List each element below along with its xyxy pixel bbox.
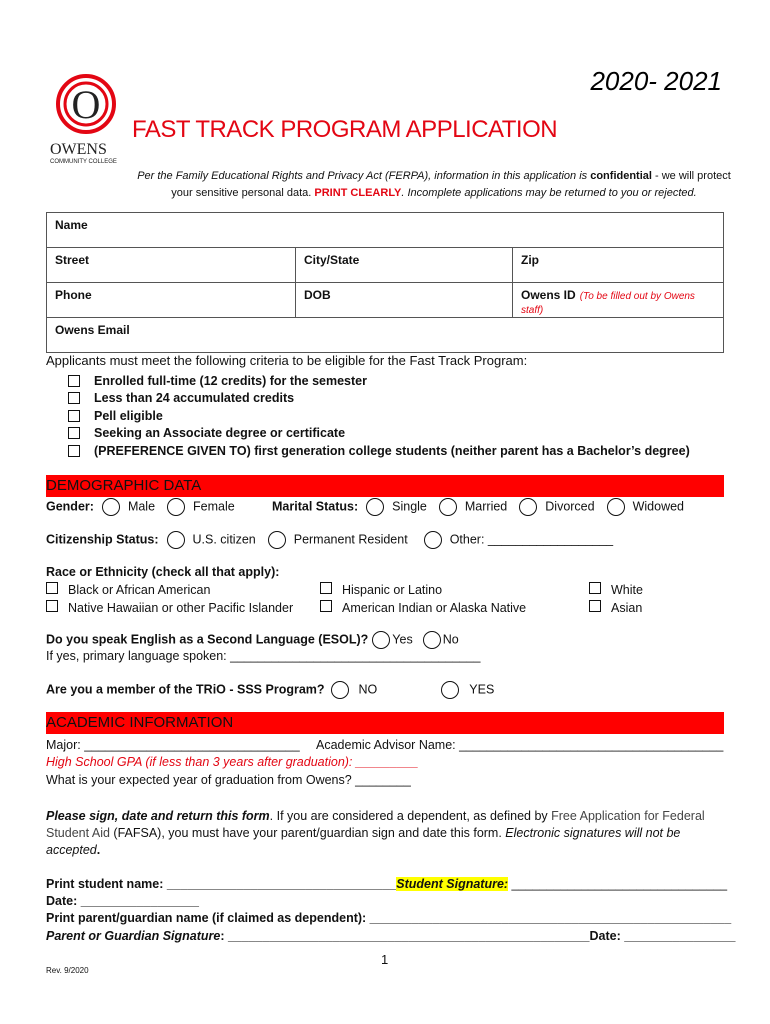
checkbox[interactable] <box>46 582 58 594</box>
criteria-item[interactable] <box>68 442 690 460</box>
primary-language[interactable]: If yes, primary language spoken: ____________________________________ <box>46 649 481 663</box>
fafsa-link-1[interactable]: Free Application for Federal <box>551 809 705 823</box>
student-signature-label: Student Signature: <box>396 877 509 891</box>
race-item[interactable] <box>46 600 293 618</box>
print-parent-name[interactable]: Print parent/guardian name (if claimed as dependent): ____________________________________________________ <box>46 911 732 925</box>
male-label: Male <box>127 499 156 514</box>
radio-married[interactable] <box>439 498 457 516</box>
student-row <box>46 877 727 891</box>
gender-label: Gender: <box>46 499 94 514</box>
checkbox[interactable] <box>68 410 80 422</box>
race-col-1 <box>46 582 293 617</box>
criteria-label: Pell eligible <box>94 408 163 423</box>
race-col-3 <box>589 582 643 617</box>
race-label-item: Native Hawaiian or other Pacific Islander <box>68 600 294 615</box>
radio-single[interactable] <box>366 498 384 516</box>
criteria-label: Enrolled full-time (12 credits) for the semester <box>94 373 367 388</box>
esol-yes-label: Yes <box>392 632 413 647</box>
parent-row <box>46 929 735 943</box>
divorced-label: Divorced <box>545 499 595 514</box>
race-col-2 <box>320 582 526 617</box>
date-field[interactable]: Date: _________________ <box>46 894 199 908</box>
race-label-item: White <box>611 583 643 597</box>
married-label: Married <box>464 499 508 514</box>
trio-no-label: NO <box>358 682 378 697</box>
gpa-field[interactable]: High School GPA (if less than 3 years after graduation): _________ <box>46 755 419 769</box>
radio-trio-no[interactable] <box>331 681 349 699</box>
intro-confidential: confidential <box>590 170 652 182</box>
intro-text <box>134 168 734 202</box>
radio-esol-yes[interactable] <box>372 631 390 649</box>
race-label-item: Asian <box>611 600 643 615</box>
radio-female[interactable] <box>167 498 185 516</box>
esol-question: Do you speak English as a Second Language (ESOL)? <box>46 632 369 647</box>
parent-signature-line[interactable]: : ____________________________________________________ <box>220 929 590 943</box>
trio-question: Are you a member of the TRiO - SSS Program? <box>46 682 325 697</box>
zip-field[interactable]: Zip <box>513 248 724 283</box>
print-student-name[interactable]: Print student name: _________________________________ <box>46 877 397 891</box>
radio-permanent-resident[interactable] <box>268 531 286 549</box>
sign-p1: Please sign, date and return this form <box>46 809 270 823</box>
phone-field[interactable]: Phone <box>47 283 296 318</box>
race-item[interactable] <box>589 600 643 618</box>
owens-id-field[interactable] <box>513 283 724 318</box>
owens-id-note: (To be filled out by Owens staff) <box>521 291 695 316</box>
checkbox[interactable] <box>46 600 58 612</box>
permanent-resident-label: Permanent Resident <box>293 532 408 547</box>
owens-id-label: Owens ID <box>521 288 576 302</box>
single-label: Single <box>392 499 427 514</box>
owens-email-field[interactable]: Owens Email <box>47 318 724 353</box>
race-item[interactable] <box>320 600 526 618</box>
logo-name: OWENS <box>50 141 107 158</box>
radio-divorced[interactable] <box>519 498 537 516</box>
parent-date-field[interactable]: Date: ________________ <box>589 929 736 943</box>
criteria-label: Less than 24 accumulated credits <box>94 391 295 406</box>
name-field[interactable]: Name <box>47 213 724 248</box>
gender-row <box>46 498 235 516</box>
sign-p4: Electronic signatures will not be accepted <box>46 826 681 857</box>
page-number: 1 <box>381 952 389 967</box>
race-item[interactable] <box>320 582 526 600</box>
svg-text:O: O <box>71 82 101 127</box>
race-item[interactable] <box>46 582 293 600</box>
criteria-item[interactable] <box>68 390 690 408</box>
revision: Rev. 9/2020 <box>46 966 89 975</box>
major-field[interactable]: Major: _______________________________ <box>46 738 300 752</box>
radio-male[interactable] <box>102 498 120 516</box>
checkbox[interactable] <box>68 445 80 457</box>
checkbox[interactable] <box>68 375 80 387</box>
academic-header: ACADEMIC INFORMATION <box>46 712 724 734</box>
checkbox[interactable] <box>320 600 332 612</box>
race-label: Race or Ethnicity (check all that apply): <box>46 565 280 579</box>
trio-yes-label: YES <box>469 682 495 697</box>
city-state-field[interactable]: City/State <box>296 248 513 283</box>
race-label-item: Black or African American <box>68 583 211 597</box>
sign-p2: . If you are considered a dependent, as defined by <box>269 809 552 823</box>
race-label-item: Hispanic or Latino <box>342 583 443 597</box>
street-field[interactable]: Street <box>47 248 296 283</box>
esol-no-label: No <box>442 632 459 647</box>
marital-row <box>272 498 684 516</box>
citizenship-label: Citizenship Status: <box>46 532 159 547</box>
year-range: 2020- 2021 <box>590 66 722 96</box>
parent-signature-label: Parent or Guardian Signature <box>46 929 221 943</box>
logo-sub: COMMUNITY COLLEGE <box>50 159 117 165</box>
sign-instructions <box>46 808 726 859</box>
checkbox[interactable] <box>589 582 601 594</box>
us-citizen-label: U.S. citizen <box>192 532 256 547</box>
info-table <box>46 212 724 353</box>
intro-part: . Incomplete applications may be returned to you or rejected. <box>401 187 697 199</box>
marital-label: Marital Status: <box>272 499 359 514</box>
race-item[interactable] <box>589 582 643 600</box>
checkbox[interactable] <box>320 582 332 594</box>
fafsa-link-2[interactable]: Student Aid <box>46 826 110 840</box>
citizenship-row <box>46 531 613 549</box>
criteria-list <box>68 372 690 460</box>
criteria-label: (PREFERENCE GIVEN TO) first generation college students (neither parent has a Bachelor’s degree) <box>94 443 690 458</box>
widowed-label: Widowed <box>632 499 685 514</box>
race-label-item: American Indian or Alaska Native <box>342 600 527 615</box>
radio-esol-no[interactable] <box>423 631 441 649</box>
intro-print-clearly: PRINT CLEARLY <box>314 187 402 199</box>
radio-us-citizen[interactable] <box>167 531 185 549</box>
criteria-item[interactable] <box>68 407 690 425</box>
grad-year-field[interactable]: What is your expected year of graduation from Owens? ________ <box>46 773 411 787</box>
radio-other[interactable] <box>424 531 442 549</box>
owens-logo <box>50 70 120 165</box>
criteria-lead: Applicants must meet the following criteria to be eligible for the Fast Track Program: <box>46 353 528 368</box>
checkbox[interactable] <box>68 427 80 439</box>
intro-part: Per the Family Educational Rights and Privacy Act (FERPA), information in this application is <box>137 170 591 182</box>
sign-p5: . <box>96 843 101 857</box>
student-signature-line[interactable]: _______________________________ <box>508 877 728 891</box>
criteria-label: Seeking an Associate degree or certificate <box>94 426 346 441</box>
criteria-item[interactable] <box>68 425 690 443</box>
advisor-field[interactable]: Academic Advisor Name: ______________________________________ <box>316 738 724 752</box>
female-label: Female <box>193 499 235 514</box>
page-title: FAST TRACK PROGRAM APPLICATION <box>132 116 558 143</box>
sign-p3: (FAFSA), you must have your parent/guardian sign and date this form. <box>109 826 506 840</box>
checkbox[interactable] <box>68 392 80 404</box>
dob-field[interactable]: DOB <box>296 283 513 318</box>
checkbox[interactable] <box>589 600 601 612</box>
radio-widowed[interactable] <box>607 498 625 516</box>
owens-o-icon <box>50 70 120 140</box>
criteria-item[interactable] <box>68 372 690 390</box>
esol-row <box>46 631 459 649</box>
intro-part: - we will protect your sensitive personal data. <box>171 170 731 199</box>
trio-row <box>46 681 494 699</box>
radio-trio-yes[interactable] <box>441 681 459 699</box>
other-label[interactable]: Other: __________________ <box>449 532 614 547</box>
demographic-header: DEMOGRAPHIC DATA <box>46 475 724 497</box>
